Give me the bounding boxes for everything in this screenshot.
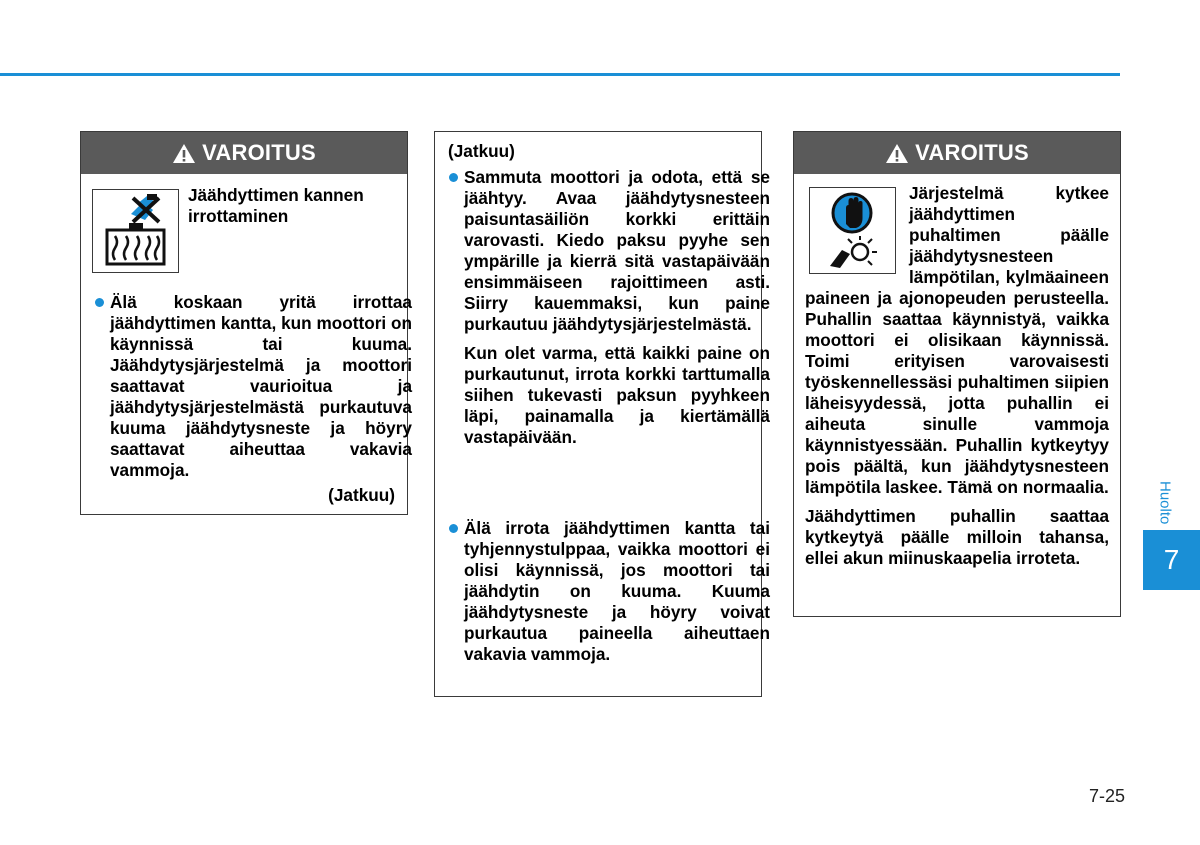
continued-label: (Jatkuu) xyxy=(448,141,515,161)
continues-label: (Jatkuu) xyxy=(328,485,395,505)
chapter-tab: 7 xyxy=(1143,530,1200,590)
bullet-text: Sammuta moottori ja odota, että se jäähtyy. Avaa jäähdytysnesteen paisuntasäiliön korkki erittäin varovasti. Kiedo paksu pyyhe sen ympärille ja kierrä sitä vastapäivään ensimmäiseen rajoittimeen asti. Siirry kauemmaksi, kun paine purkautuu jäähdytysjärjestelmästä. xyxy=(464,167,770,334)
warning-paragraph xyxy=(805,183,1109,498)
warning-header xyxy=(794,132,1120,174)
bullet-text: Älä koskaan yritä irrottaa jäähdyttimen kantta, kun moottori on käynnissä tai kuuma. Jäähdytysjärjestelmä ja moottori saattavat vaurioitua ja jäähdytysjärjestelmästä purkautuva kuuma jäähdytysneste ja höyry saattavat aiheuttaa vakavia vammoja. xyxy=(110,292,412,480)
warning-title: VAROITUS xyxy=(202,140,316,165)
top-rule xyxy=(0,73,1120,76)
warning-box-radiator-cap xyxy=(80,131,412,515)
image-caption: Jäähdyttimen kannen irrottaminen xyxy=(188,185,364,226)
warning-paragraph-text: Järjestelmä kytkee jäähdyttimen puhaltimen päälle jäähdytysnesteen lämpötilan, kylmäaineen paineen ja ajonopeuden perusteella. Puhallin saattaa käynnistyä, vaikka moottori ei olisikaan käynnissä. Toimi erityisen varovaisesti työskennellessäsi puhaltimen siipien läheisyydessä, jotta puhallin ei aiheuta sinulle vammoja käynnistyessään. Puhallin kytkeytyy pois päältä, kun jäähdytysnesteen lämpötila laskee. Tämä on normaalia. xyxy=(805,183,1109,497)
warning-header xyxy=(81,132,407,174)
page-number: 7-25 xyxy=(1089,786,1126,806)
bullet-item xyxy=(94,292,412,481)
bullet-dot xyxy=(449,524,458,533)
hot-radiator-cap-icon xyxy=(92,189,179,273)
bullet-dot xyxy=(449,173,458,182)
continued-box xyxy=(434,131,770,697)
warning-paragraph: Jäähdyttimen puhallin saattaa kytkeytyä päälle milloin tahansa, ellei akun miinuskaapelia irroteta. xyxy=(805,506,1109,568)
bullet-item xyxy=(448,167,770,448)
warning-title: VAROITUS xyxy=(915,140,1029,165)
warning-text xyxy=(805,183,1109,569)
bullet-item xyxy=(448,518,770,665)
bullet-subparagraph: Kun olet varma, että kaikki paine on purkautunut, irrota korkki tarttumalla siihen tukevasti paksun pyyhkeen läpi, painamalla ja kiertämällä vastapäivään. xyxy=(464,343,770,447)
warning-box-radiator-fan xyxy=(793,131,1121,617)
bullet-dot xyxy=(95,298,104,307)
warning-triangle-icon xyxy=(172,143,196,164)
bullet-text: Älä irrota jäähdyttimen kantta tai tyhjennystulppaa, vaikka moottori ei olisi käynnissä, jos moottori tai jäähdytin on kuuma. Kuuma jäähdytysneste ja höyry voivat purkautua paineella aiheuttaen vakavia vammoja. xyxy=(464,518,770,664)
section-label: Huolto xyxy=(1156,481,1174,525)
image-float-spacer xyxy=(805,183,909,275)
warning-triangle-icon xyxy=(885,143,909,164)
